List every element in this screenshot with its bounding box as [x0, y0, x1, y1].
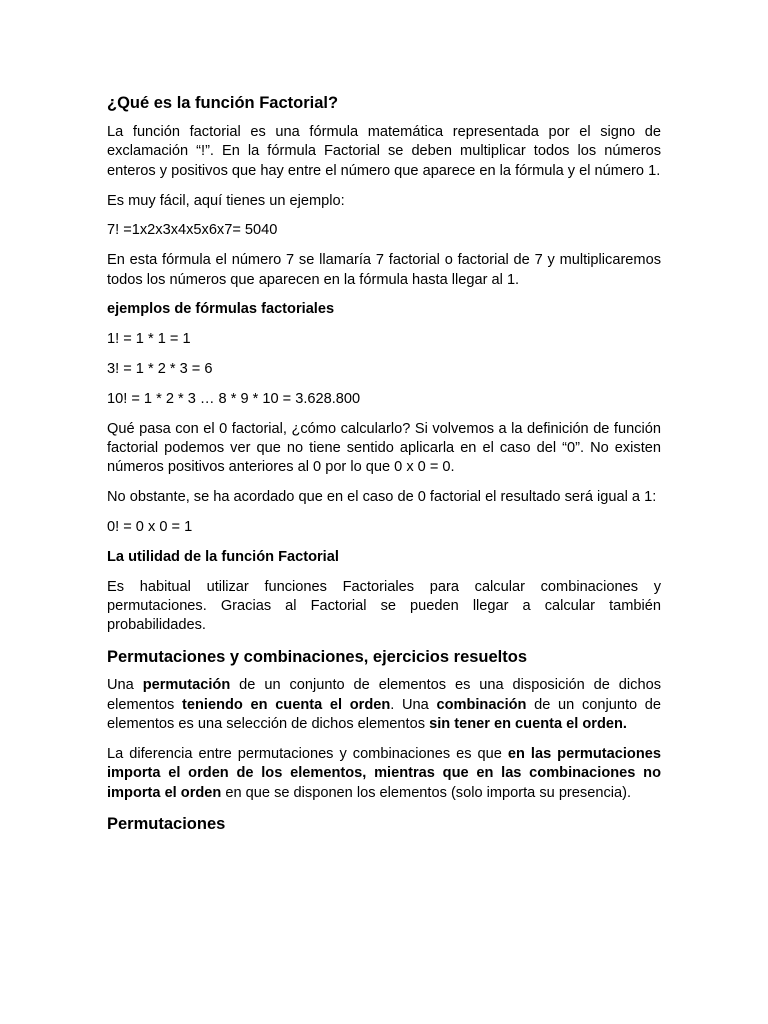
paragraph-difference [107, 745, 661, 803]
text-span: . Una [390, 696, 437, 713]
paragraph-zero-agreement: No obstante, se ha acordado que en el caso de 0 factorial el resultado será igual a 1: [107, 489, 657, 506]
section-heading-permutations-combinations: Permutaciones y combinaciones, ejercicios resueltos [107, 648, 528, 667]
text-span: La diferencia entre permutaciones y combinaciones es que [107, 745, 508, 762]
text-span: en que se disponen los elementos (solo importa su presencia). [221, 784, 632, 801]
formula-example-3: 3! = 1 * 2 * 3 = 6 [107, 361, 213, 377]
paragraph-permutation-definition [107, 676, 661, 734]
section-heading-permutations: Permutaciones [107, 815, 226, 834]
paragraph-zero-factorial: Qué pasa con el 0 factorial, ¿cómo calcularlo? Si volvemos a la definición de función factorial podemos ver que no tiene sentido aplicarla en el caso del “0”. No existen números positivos anteriores al 0 por lo que 0 x 0 = 0. [107, 420, 661, 476]
formula-example-1: 1! = 1 * 1 = 1 [107, 331, 191, 348]
bold-term-permutation: permutación [142, 677, 231, 694]
bold-phrase-difference: en las permutaciones importa el orden de los elementos, mientras que en las combinaciones no importa el orden [107, 745, 661, 801]
bold-term-combination: combinación [436, 696, 527, 713]
document-page [107, 92, 661, 843]
paragraph-example-intro: Es muy fácil, aquí tienes un ejemplo: [107, 192, 345, 209]
paragraph-definition: La función factorial es una fórmula matemática representada por el signo de exclamación “!”. En la fórmula Factorial se deben multiplicar todos los números enteros y positivos que hay entre el número que aparece en la fórmula y el número 1. [107, 124, 661, 179]
page-title: ¿Qué es la función Factorial? [107, 94, 339, 112]
text-span: Una [107, 677, 143, 694]
text-span: de un conjunto de elementos es una disposición de dichos elementos [107, 677, 661, 713]
subheading-utility: La utilidad de la función Factorial [107, 548, 339, 565]
paragraph-utility: Es habitual utilizar funciones Factoriales para calcular combinaciones y permutaciones. Gracias al Factorial se pueden llegar a calcular también probabilidades. [107, 578, 661, 634]
formula-zero-factorial: 0! = 0 x 0 = 1 [107, 519, 193, 535]
formula-7-factorial: 7! =1x2x3x4x5x6x7= 5040 [107, 222, 278, 239]
text-span: de un conjunto de elementos es una selección de dichos elementos [107, 696, 662, 733]
bold-phrase-order: teniendo en cuenta el orden [182, 696, 391, 713]
formula-example-10: 10! = 1 * 2 * 3 … 8 * 9 * 10 = 3.628.800 [107, 390, 361, 407]
bold-phrase-no-order: sin tener en cuenta el orden. [429, 716, 627, 733]
subheading-examples: ejemplos de fórmulas factoriales [107, 301, 335, 318]
paragraph-explanation: En esta fórmula el número 7 se llamaría 7 factorial o factorial de 7 y multiplicaremos todos los números que aparecen en la fórmula hasta llegar al 1. [107, 252, 661, 288]
